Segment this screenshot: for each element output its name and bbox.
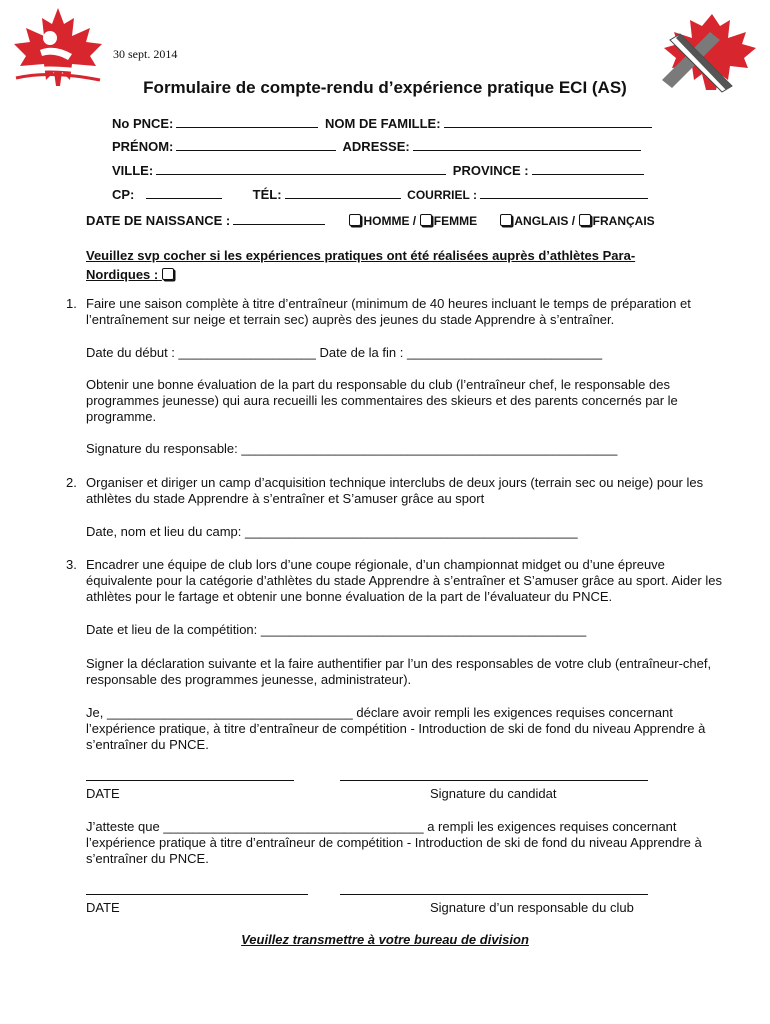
femme-label: FEMME: [433, 214, 478, 228]
date-naissance-field[interactable]: [233, 213, 325, 225]
item-2-camp[interactable]: Date, nom et lieu du camp: ______________________________________________: [86, 524, 578, 539]
adresse-label: ADRESSE:: [342, 139, 410, 154]
naissance-row: [86, 213, 655, 228]
date-naissance-label: DATE DE NAISSANCE :: [86, 213, 231, 228]
prenom-label: PRÉNOM:: [112, 139, 174, 154]
date-label-2: DATE: [86, 900, 120, 915]
ville-label: VILLE:: [112, 163, 154, 178]
date-debut[interactable]: Date du début : ___________________: [86, 345, 316, 360]
item-1-number: 1.: [66, 296, 77, 311]
date-line-1[interactable]: [86, 780, 294, 781]
cp-field[interactable]: [146, 187, 222, 199]
item-1-text: Faire une saison complète à titre d’entraîneur (minimum de 40 heures incluant le temps de préparation et l’entraînement sur neige et terrain sec) auprès des jeunes du stade Apprendre à s’entraîner.: [86, 296, 691, 327]
anglais-checkbox[interactable]: [500, 214, 512, 226]
adresse-field[interactable]: [413, 139, 641, 151]
item-1-signature[interactable]: Signature du responsable: ____________________________________________________: [86, 441, 618, 456]
signature-candidat-line[interactable]: [340, 780, 648, 781]
signature-candidat-label: Signature du candidat: [430, 786, 557, 801]
para-note-text: Veuillez svp cocher si les expériences pratiques ont été réalisées auprès d’athlètes Para-Nordiques :: [86, 248, 636, 282]
item-3-competition[interactable]: Date et lieu de la compétition: _____________________________________________: [86, 622, 587, 637]
cp-row: [112, 187, 651, 202]
prenom-field[interactable]: [176, 139, 336, 151]
item-3-declaration: Signer la déclaration suivante et la faire authentifier par l’un des responsables de votre club (entraîneur-chef, responsable des programmes jeunesse, administrateur).: [86, 656, 712, 687]
no-pnce-row: [112, 116, 655, 131]
item-1-evaluation: Obtenir une bonne évaluation de la part du responsable du club (l’entraîneur chef, le responsable des programmes jeunesse) qui aura recueilli les commentaires des skieurs et des parents concernés par le programme.: [86, 377, 678, 424]
anglais-label: ANGLAIS /: [514, 214, 576, 228]
item-3-number: 3.: [66, 557, 77, 572]
item-2-text: Organiser et diriger un camp d’acquisition technique interclubs de deux jours (terrain sec ou neige) pour les athlètes du stade Apprendre à s’entraîner et S’amuser grâce au sport: [86, 475, 704, 506]
footer-instruction: Veuillez transmettre à votre bureau de division: [241, 932, 529, 947]
page-title: Formulaire de compte-rendu d’expérience pratique ECI (AS): [143, 78, 627, 97]
signature-club-line[interactable]: [340, 894, 648, 895]
prenom-row: [112, 139, 644, 154]
ville-field[interactable]: [156, 163, 446, 175]
ville-row: [112, 163, 647, 178]
province-label: PROVINCE :: [452, 163, 529, 178]
item-2-number: 2.: [66, 475, 77, 490]
document-date: 30 sept. 2014: [113, 47, 178, 61]
femme-checkbox[interactable]: [420, 214, 432, 226]
date-fin[interactable]: Date de la fin : ___________________________: [319, 345, 603, 360]
province-field[interactable]: [532, 163, 644, 175]
courriel-field[interactable]: [480, 187, 648, 199]
date-label-1: DATE: [86, 786, 120, 801]
cp-label: CP:: [112, 187, 135, 202]
signature-club-label: Signature d’un responsable du club: [430, 900, 634, 915]
atteste-text: J’atteste que ____________________________________ a rempli les exigences requises concernant l’expérience pratique à titre d’entraîneur de compétition - Introduction de ski de fond du niveau Apprendre à s’entraîner du PNCE.: [86, 819, 702, 866]
courriel-label: COURRIEL :: [407, 188, 477, 202]
nom-famille-label: NOM DE FAMILLE:: [325, 116, 441, 131]
homme-label: HOMME /: [363, 214, 417, 228]
nom-famille-field[interactable]: [444, 116, 652, 128]
homme-checkbox[interactable]: [349, 214, 361, 226]
no-pnce-label: No PNCE:: [112, 116, 174, 131]
tel-label: TÉL:: [252, 187, 282, 202]
tel-field[interactable]: [285, 187, 401, 199]
item-3-text: Encadrer une équipe de club lors d’une coupe régionale, d’un championnat midget ou d’une épreuve équivalente pour la catégorie d’athlètes du stade Apprendre à s’entraîner et S’amuser grâce au sport. Aider les athlètes pour le fartage et obtenir une bonne évaluation de la part de l’évaluateur du PNCE.: [86, 557, 722, 604]
no-pnce-field[interactable]: [176, 116, 318, 128]
je-declare-text: Je, __________________________________ déclare avoir rempli les exigences requises concernant l’expérience pratique, à titre d’entraîneur de compétition - Introduction de ski de fond du niveau Apprendre à s’entraîner du PNCE.: [86, 705, 706, 752]
francais-checkbox[interactable]: [579, 214, 591, 226]
ski-canada-logo: [10, 6, 106, 88]
para-nordiques-checkbox[interactable]: [162, 268, 174, 280]
date-line-2[interactable]: [86, 894, 308, 895]
para-nordiques-note: [86, 246, 686, 284]
francais-label: FRANÇAIS: [592, 214, 655, 228]
item-1-dates: [86, 345, 602, 361]
